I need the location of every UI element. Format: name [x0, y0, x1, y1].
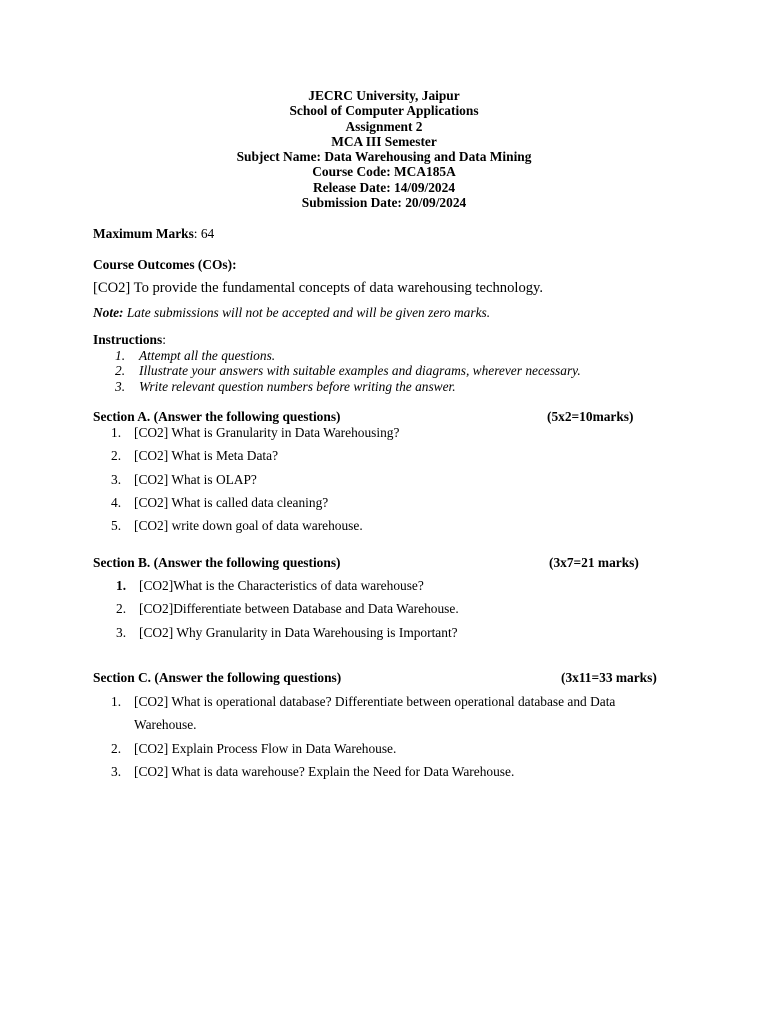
question-number: 2. — [111, 740, 122, 756]
question-number: 1. — [111, 694, 122, 709]
instruction-number: 1. — [115, 348, 126, 363]
note-text: Late submissions will not be accepted and will be given zero marks. — [123, 305, 491, 320]
university-name: JECRC University, Jaipur — [308, 88, 460, 103]
question-text: [CO2] Explain Process Flow in Data Warehouse. — [134, 740, 397, 756]
question-number: 3. — [116, 624, 127, 640]
question-number: 1. — [111, 425, 122, 440]
maximum-marks-label: Maximum Marks — [93, 226, 194, 241]
list-item — [115, 379, 581, 394]
instruction-text: Write relevant question numbers before writing the answer. — [139, 378, 456, 394]
question-number: 3. — [111, 763, 122, 779]
instruction-text: Attempt all the questions. — [139, 348, 276, 363]
question-text: [CO2] Why Granularity in Data Warehousing is Important? — [139, 624, 458, 640]
instruction-number: 2. — [115, 363, 126, 379]
section-a-heading: Section A. (Answer the following questions) — [93, 409, 341, 424]
question-text: [CO2] write down goal of data warehouse. — [134, 518, 363, 534]
section-c-marks: (3x11=33 marks) — [561, 670, 657, 685]
question-number: 2. — [116, 601, 127, 617]
note-label: Note: — [93, 305, 124, 320]
question-text: [CO2] What is data warehouse? Explain the Need for Data Warehouse. — [134, 763, 515, 779]
instructions-list — [115, 348, 581, 394]
instructions-heading — [93, 332, 166, 348]
question-text-continued: Warehouse. — [134, 717, 197, 733]
question-text: [CO2]Differentiate between Database and Data Warehouse. — [139, 601, 459, 617]
assignment-title: Assignment 2 — [345, 118, 423, 134]
school-name: School of Computer Applications — [289, 103, 479, 119]
question-text: [CO2] What is OLAP? — [134, 471, 257, 487]
question-number: 3. — [111, 471, 122, 487]
question-text: [CO2] What is Granularity in Data Warehousing? — [134, 425, 400, 440]
question-text: [CO2] What is operational database? Differentiate between operational database and Data — [134, 694, 616, 709]
list-item — [115, 363, 581, 378]
question-number: 1. — [116, 578, 127, 593]
question-number: 5. — [111, 518, 122, 534]
release-date: Release Date: 14/09/2024 — [312, 179, 456, 195]
instructions-colon: : — [162, 332, 166, 347]
section-c-heading: Section C. (Answer the following questions) — [93, 670, 342, 685]
section-b-marks: (3x7=21 marks) — [549, 555, 639, 570]
instruction-text: Illustrate your answers with suitable examples and diagrams, wherever necessary. — [139, 363, 581, 379]
instruction-number: 3. — [115, 378, 126, 394]
maximum-marks-value: : 64 — [193, 226, 215, 241]
instructions-label: Instructions — [93, 332, 163, 347]
question-text: [CO2] What is Meta Data? — [134, 448, 279, 464]
section-b-heading: Section B. (Answer the following questions) — [93, 555, 341, 570]
list-item — [115, 348, 581, 363]
question-number: 2. — [111, 448, 122, 464]
question-text: [CO2]What is the Characteristics of data warehouse? — [139, 578, 424, 593]
course-outcomes-heading: Course Outcomes (COs): — [93, 257, 237, 272]
semester: MCA III Semester — [331, 133, 437, 149]
note — [93, 305, 490, 321]
course-code: Course Code: MCA185A — [312, 164, 456, 180]
document-header — [0, 88, 768, 210]
question-number: 4. — [111, 494, 122, 510]
course-outcome-co2: [CO2] To provide the fundamental concepts of data warehousing technology. — [93, 280, 544, 296]
submission-date: Submission Date: 20/09/2024 — [301, 195, 467, 211]
subject-name: Subject Name: Data Warehousing and Data Mining — [236, 149, 532, 165]
maximum-marks — [93, 226, 214, 242]
section-a-marks: (5x2=10marks) — [547, 409, 634, 424]
question-text: [CO2] What is called data cleaning? — [134, 494, 329, 510]
